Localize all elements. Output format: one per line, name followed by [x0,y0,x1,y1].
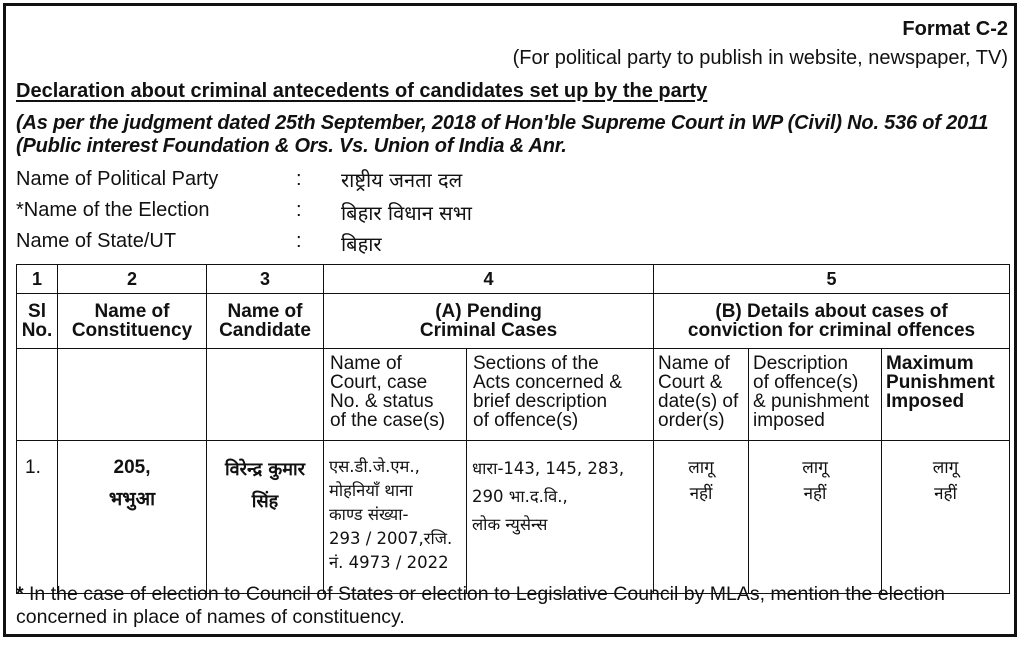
na-text: लागू [932,458,959,478]
court-case-subheader [324,349,467,441]
constituency-name: भभुआ [108,488,156,510]
table-row [17,441,1010,594]
party-colon: : [296,168,302,190]
max-punishment-subheader [882,349,1010,441]
col-number: 5 [654,265,1010,294]
sl-no-cell [17,441,58,594]
state-colon: : [296,230,302,252]
sections-line: लोक न्युसेन्स [472,515,548,534]
candidate-name-line: सिंह [251,491,279,512]
header-line: (A) Pending [435,301,542,322]
candidate-header [207,294,324,349]
footnote [16,583,1008,629]
header-line: Criminal Cases [419,320,558,341]
footnote-text: In the case of election to Council of States or election to Legislative Council by MLAs, mention the election concerned in place of names of constituency. [16,583,945,628]
header-line: conviction for criminal offences [687,320,976,341]
election-colon: : [296,199,302,221]
subheader-line: & punishment [753,391,870,412]
footnote-asterisk: * [16,583,24,605]
col-number: 3 [207,265,324,294]
candidate-cell [207,441,324,594]
court-date-subheader [654,349,749,441]
max-punishment-cell [882,441,1010,594]
party-label: Name of Political Party [16,168,219,190]
na-text: लागू [802,458,828,478]
subheader-line: date(s) of [658,391,739,412]
subheader-line: of offence(s) [473,410,579,431]
declaration-title: Declaration about criminal antecedents of candidates set up by the party [16,80,708,102]
empty-cell [17,349,58,441]
subheader-line: Court & [658,372,723,393]
column-number-row [17,265,1010,294]
sections-line: धारा-143, 145, 283, [472,459,625,478]
subheader-row [17,349,1010,441]
election-label: *Name of the Election [16,199,210,221]
subheader-line: Imposed [886,391,965,412]
subheader-line: Name of [658,353,730,374]
description-cell [749,441,882,594]
header-line: Constituency [71,320,193,341]
court-date-cell [654,441,749,594]
na-text: लागू [688,458,714,478]
sl-no-header [17,294,58,349]
court-case-line: काण्ड संख्या- [329,505,409,524]
na-text: नहीं [689,484,713,504]
header-line: Candidate [219,320,311,341]
header-row [17,294,1010,349]
state-value: बिहार [341,232,382,256]
subheader-line: of the case(s) [330,410,446,431]
judgment-note: (As per the judgment dated 25th September, 2018 of Hon'ble Supreme Court in WP (Civil) No. 536 of 2011 (Public interest Foundation & Ors. Vs. Union of India & Anr. [16,112,989,157]
publication-note: (For political party to publish in website, newspaper, TV) [512,47,1008,69]
sl-no: 1. [25,457,41,478]
candidate-name-line: विरेन्द्र कुमार [224,459,306,480]
antecedents-table [16,264,1010,594]
subheader-line: Sections of the [473,353,599,374]
subheader-line: Maximum [886,353,974,374]
subheader-line: Description [753,353,849,374]
subheader-line: order(s) [658,410,725,431]
election-value: बिहार विधान सभा [341,201,472,225]
constituency-header [58,294,207,349]
party-value: राष्ट्रीय जनता दल [341,168,463,192]
subheader-line: brief description [473,391,608,412]
state-label: Name of State/UT [16,230,177,252]
court-case-line: नं. 4973 / 2022 [329,553,449,572]
header-line: No. [21,320,53,341]
court-case-line: एस.डी.जे.एम., [329,457,420,476]
pending-cases-header [324,294,654,349]
court-case-line: 293 / 2007,रजि. [329,529,453,548]
constituency-cell [58,441,207,594]
conviction-header [654,294,1010,349]
subheader-line: Name of [330,353,402,374]
header-line: Sl [28,301,46,322]
sections-line: 290 भा.द.वि., [472,487,568,506]
court-case-line: मोहनियाँ थाना [329,481,413,500]
na-text: नहीं [803,484,827,504]
header-line: Name of [227,301,303,322]
subheader-line: of offence(s) [753,372,859,393]
subheader-line: Court, case [330,372,428,393]
court-case-cell [324,441,467,594]
empty-cell [58,349,207,441]
subheader-line: No. & status [330,391,434,412]
header-line: (B) Details about cases of [715,301,948,322]
col-number: 2 [58,265,207,294]
sections-cell [467,441,654,594]
header-line: Name of [94,301,170,322]
subheader-line: imposed [753,410,825,431]
format-code: Format C-2 [902,18,1008,40]
description-subheader [749,349,882,441]
subheader-line: Punishment [886,372,995,393]
constituency-number: 205, [113,457,151,478]
na-text: नहीं [934,484,957,504]
sections-subheader [467,349,654,441]
col-number: 1 [17,265,58,294]
empty-cell [207,349,324,441]
col-number: 4 [324,265,654,294]
subheader-line: Acts concerned & [473,372,622,393]
